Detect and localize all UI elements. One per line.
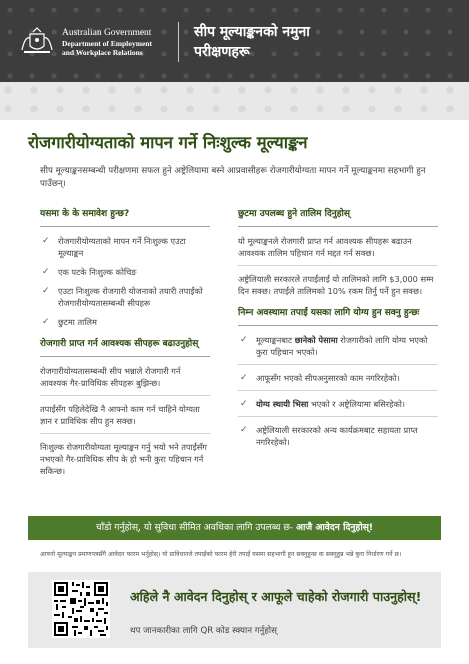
cta-strong-text: आजै आवेदन दिनुहोस्! bbox=[296, 522, 374, 533]
list-item-text: एउटा निःशुल्क रोजगारी योजनाको तयारी तपाईंको रोजगारीयोग्यतासम्बन्धी सीपहरू bbox=[58, 286, 203, 308]
includes-heading: यसमा के के समावेश हुन्छ? bbox=[40, 208, 210, 227]
training-heading: छुटमा उपलब्ध हुने तालिम दिनुहोस् bbox=[238, 208, 438, 227]
list-item-text: रोजगारीयोग्यताको मापन गर्ने निःशुल्क एउटा मूल्याङ्कन bbox=[58, 236, 186, 258]
eligibility-heading: निम्न अवस्थामा तपाईं यसका लागि योग्य हुन सक्नु हुन्छः bbox=[238, 307, 438, 326]
list-item bbox=[238, 424, 438, 454]
qr-panel bbox=[28, 572, 441, 648]
list-item-pre: मूल्याङ्कनबाट bbox=[256, 335, 295, 345]
header-divider bbox=[178, 22, 179, 62]
list-item bbox=[40, 235, 210, 259]
list-item bbox=[238, 372, 438, 391]
list-item-bold: छानेको पेसामा bbox=[294, 335, 338, 345]
skills-heading: रोजगारी प्राप्त गर्न आवश्यक सीपहरू बढाउनुहोस् bbox=[40, 338, 210, 357]
list-item-pre: अष्ट्रेलियाली सरकारको अन्य कार्यक्रमबाट सहायता प्राप्त नगरिरहेको। bbox=[256, 425, 418, 447]
check-icon: ✓ bbox=[42, 267, 50, 277]
coat-of-arms-icon bbox=[16, 26, 58, 56]
page-title: रोजगारीयोग्यताको मापन गर्ने निःशुल्क मूल्याङ्कन bbox=[28, 133, 308, 152]
list-item bbox=[238, 398, 438, 417]
government-logo-text bbox=[62, 28, 152, 57]
header-title-line-1: सीप मूल्याङ्कनको नमुना bbox=[194, 24, 310, 40]
check-icon: ✓ bbox=[42, 286, 50, 296]
training-paragraph-2: अष्ट्रेलियाली सरकारले तपाईंलाई यो तालिमको लागि $3,000 सम्म दिन सक्छ। तपाईंले तालिमको 10% रकम तिर्नु पर्ने हुन सक्छ। bbox=[238, 274, 434, 296]
cta-text: चाँडो गर्नुहोस्, यो सुविधा सीमित अवधिका लागि उपलब्ध छ- bbox=[95, 522, 296, 533]
list-item-text: एक पटके निःशुल्क कोचिङ bbox=[58, 267, 137, 277]
check-icon: ✓ bbox=[42, 236, 50, 246]
right-column bbox=[238, 208, 438, 464]
list-item-pre: आफूसँग भएको सीपअनुसारको काम नगरिरहेको। bbox=[256, 373, 400, 383]
list-item-post: भएको र अष्ट्रेलियामा बसिरहेको। bbox=[308, 399, 405, 409]
decorative-band bbox=[0, 82, 469, 120]
header-title-line-2: परीक्षणहरू bbox=[194, 44, 250, 60]
training-paragraph-1: यो मूल्याङ्कनले रोजगारी प्राप्त गर्न आवश्यक सीपहरू बढाउन आवश्यक तालिम पहिचान गर्न मद्दत गर्न सक्छ। bbox=[238, 235, 438, 266]
list-item bbox=[40, 316, 210, 328]
skills-paragraph-3: निःशुल्क रोजगारीयोग्यता मूल्याङ्कन गर्नु भयो भने तपाईंसँग नभएको गैर-प्राविधिक सीप के हो भनी कुरा पहिचान गर्न सकिन्छ। bbox=[40, 442, 207, 476]
list-item bbox=[40, 266, 210, 278]
check-icon: ✓ bbox=[240, 399, 248, 409]
gov-line-3: and Workplace Relations bbox=[62, 48, 143, 57]
check-icon: ✓ bbox=[240, 335, 248, 345]
left-column bbox=[40, 208, 210, 484]
band-pattern bbox=[0, 82, 469, 120]
qr-headline: अहिले नै आवेदन दिनुहोस् र आफूले चाहेको रोजगारी पाउनुहोस्! bbox=[130, 589, 422, 604]
cta-banner bbox=[28, 516, 441, 540]
page-header bbox=[0, 0, 469, 82]
list-item-bold: योग्य स्थायी भिसा bbox=[256, 399, 309, 409]
qr-code-icon bbox=[52, 580, 110, 638]
skills-paragraph-1: रोजगारीयोग्यतासम्बन्धी सीप भन्नाले रोजगारी गर्न आवश्यक गैर-प्राविधिक सीपहरू बुझिन्छ। bbox=[40, 365, 210, 396]
eligibility-list bbox=[238, 334, 438, 454]
qr-subtitle: थप जानकारीका लागि QR कोड स्क्यान गर्नुहोस् bbox=[130, 626, 277, 636]
includes-list bbox=[40, 235, 210, 328]
skills-paragraph-2: तपाईंसँग पहिलेदेखि नै आफ्नो काम गर्न चाहिने योग्यता ज्ञान र प्राविधिक सीप हुन सक्छ। bbox=[40, 403, 210, 434]
list-item bbox=[238, 334, 438, 365]
list-item bbox=[40, 285, 210, 309]
intro-paragraph: सीप मूल्याङ्कनसम्बन्धी परीक्षणमा सफल हुने अष्ट्रेलियामा बस्ने आप्रवासीहरू रोजगारीयोग्यता मापन गर्ने मूल्याङ्कनमा सहभागी हुन पाउँछन्। bbox=[40, 166, 426, 189]
qr-code[interactable] bbox=[52, 580, 110, 638]
check-icon: ✓ bbox=[240, 373, 248, 383]
gov-line-1: Australian Government bbox=[62, 28, 152, 38]
check-icon: ✓ bbox=[240, 425, 248, 435]
fine-print: आफ्नो मूल्याङ्कन प्रमाणपत्रसँगै आवेदन फारम भर्नुहोस्। यो प्राविधानले तपाईंको फारम हेरी तपाईं यसमा सहभागी हुन सक्नुहुन्छ वा सक्नुहुन्न भन्ने कुरा निर्धारण गर्ने छ। bbox=[40, 551, 402, 558]
check-icon: ✓ bbox=[42, 317, 50, 327]
gov-line-2: Department of Employment bbox=[62, 39, 152, 48]
list-item-post: रोजगारीको लागि योग्य भएको कुरा पहिचान भएको। bbox=[256, 335, 428, 357]
list-item-text: छुटमा तालिम bbox=[58, 317, 97, 327]
header-title bbox=[194, 22, 454, 62]
